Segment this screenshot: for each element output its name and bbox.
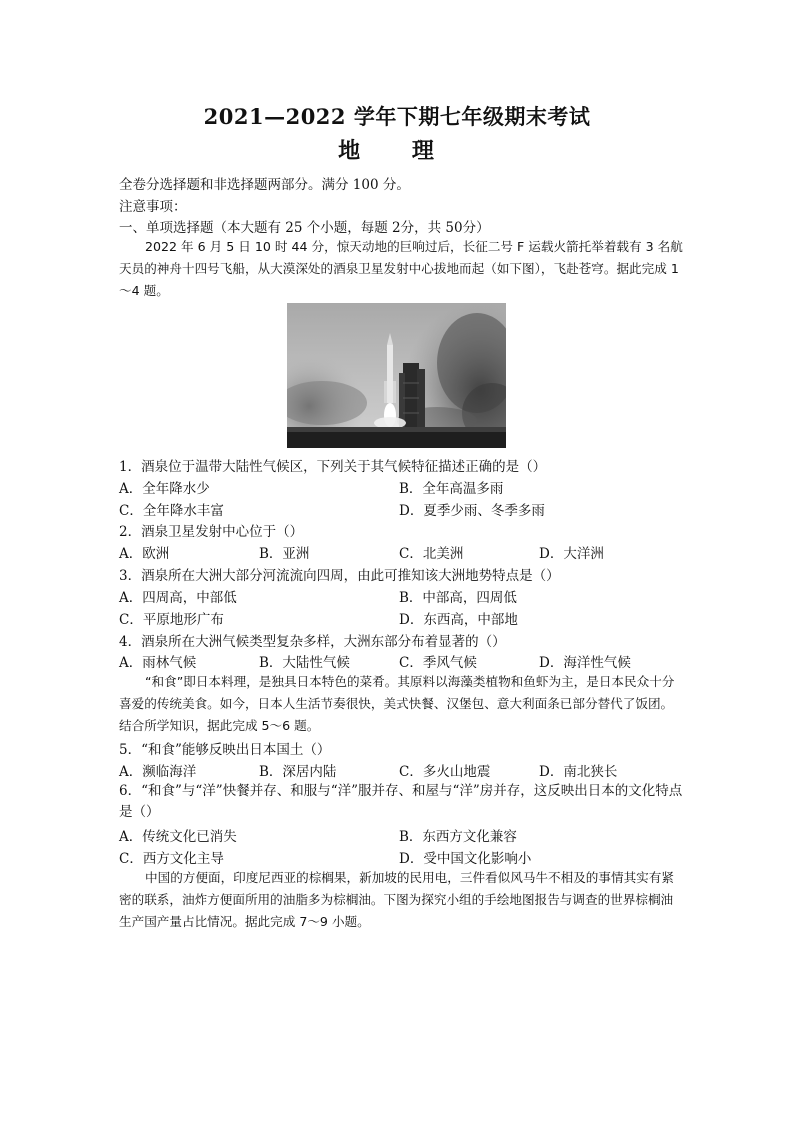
q5-option-c[interactable]: C．多火山地震 [399,764,491,780]
q1-option-c[interactable]: C．全年降水丰富 [119,503,224,519]
question-5: 5．“和食”能够反映出日本国土（） [119,742,331,758]
passage-rocket [119,236,685,302]
q3-option-c[interactable]: C．平原地形广布 [119,612,224,628]
q4-option-c[interactable]: C．季风气候 [399,655,477,671]
q6-option-a[interactable]: A．传统文化已消失 [119,829,237,845]
q3-option-b[interactable]: B．中部高，四周低 [399,590,517,606]
passage-palm-oil-text: 中国的方便面，印度尼西亚的棕榈果，新加坡的民用电，三件看似风马牛不相及的事情其实有紧密的联系，油炸方便面所用的油脂多为棕榈油。下图为探究小组的手绘地图报告与调查的世界棕榈油生产国产量占比情况。据此完成 7～9 小题。 [119,870,674,929]
passage-palm-oil [119,867,685,933]
q3-option-a[interactable]: A．四周高，中部低 [119,590,237,606]
q6-option-c[interactable]: C．西方文化主导 [119,851,224,867]
q1-option-a[interactable]: A．全年降水少 [119,481,210,497]
q5-option-a[interactable]: A．濒临海洋 [119,764,197,780]
q4-option-b[interactable]: B．大陆性气候 [259,655,350,671]
q2-option-a[interactable]: A．欧洲 [119,546,170,562]
question-2: 2．酒泉卫星发射中心位于（） [119,524,304,540]
rocket-launch-icon [287,303,506,448]
q2-option-c[interactable]: C．北美洲 [399,546,464,562]
q6-option-b[interactable]: B．东西方文化兼容 [399,829,517,845]
passage-rocket-text: 2022 年 6 月 5 日 10 时 44 分，惊天动地的巨响过后，长征二号 F 运载火箭托举着载有 3 名航天员的神舟十四号飞船，从大漠深处的酒泉卫星发射中心拔地而起（如下图），飞赴苍穹。据此完成 1～4 题。 [119,239,683,298]
question-3: 3．酒泉所在大洲大部分河流流向四周，由此可推知该大洲地势特点是（） [119,568,560,584]
subject-title: 地 理 [338,138,456,164]
rocket-launch-photo [287,303,506,448]
q2-option-b[interactable]: B．亚洲 [259,546,310,562]
q4-option-d[interactable]: D．海洋性气候 [539,655,631,671]
q5-option-d[interactable]: D．南北狭长 [539,764,618,780]
passage-washoku [119,671,685,737]
q2-option-d[interactable]: D．大洋洲 [539,546,604,562]
question-1: 1．酒泉位于温带大陆性气候区，下列关于其气候特征描述正确的是（） [119,459,547,475]
exam-title: 2021—2022 学年下期七年级期末考试 [203,104,591,129]
section-heading: 一、单项选择题（本大题有 25 个小题，每题 2分，共 50分） [119,220,490,236]
q1-option-d[interactable]: D．夏季少雨、冬季多雨 [399,503,545,519]
question-6: 6．“和食”与“洋”快餐并存、和服与“洋”服并存、和屋与“洋”房并存，这反映出日本的文化特点是（） [119,783,683,820]
q6-option-d[interactable]: D．受中国文化影响小 [399,851,532,867]
q5-option-b[interactable]: B．深居内陆 [259,764,337,780]
q1-option-b[interactable]: B．全年高温多雨 [399,481,504,497]
q3-option-d[interactable]: D．东西高，中部地 [399,612,518,628]
notice-label: 注意事项： [119,199,187,215]
question-4: 4．酒泉所在大洲气候类型复杂多样，大洲东部分布着显著的（） [119,634,506,650]
passage-washoku-text: “和食”即日本料理，是独具日本特色的菜肴。其原料以海藻类植物和鱼虾为主，是日本民众十分喜爱的传统美食。如今，日本人生活节奏很快，美式快餐、汉堡包、意大利面条已部分替代了饭团。结合所学知识，据此完成 5～6 题。 [119,674,675,733]
score-note: 全卷分选择题和非选择题两部分。满分 100 分。 [119,177,410,193]
q4-option-a[interactable]: A．雨林气候 [119,655,197,671]
